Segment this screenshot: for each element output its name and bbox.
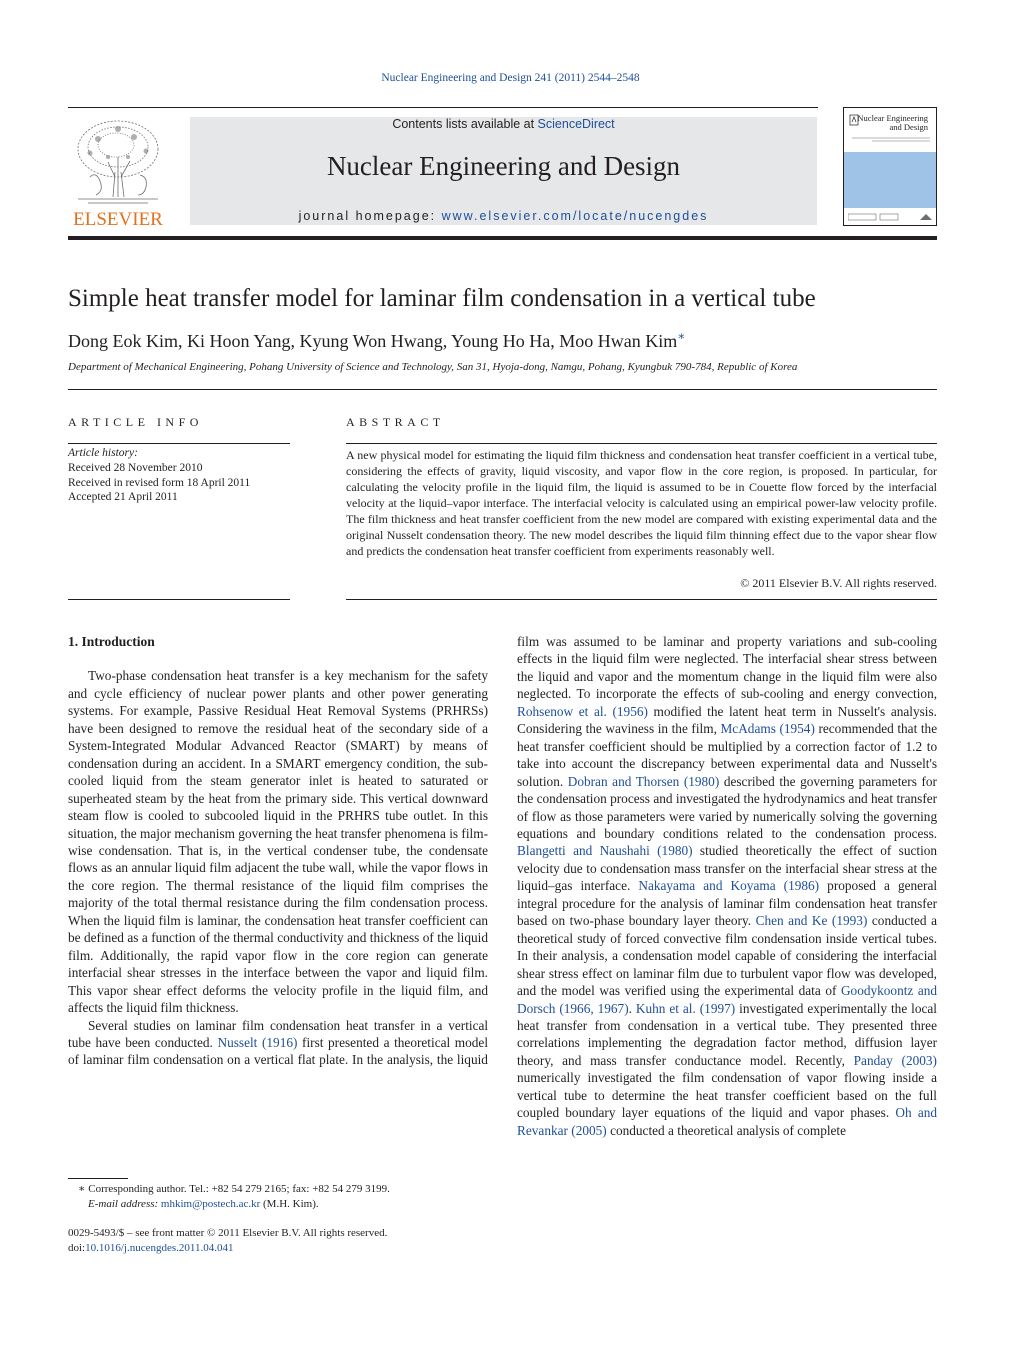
citation-link[interactable]: Rohsenow (517, 703, 574, 719)
author-affiliation: Department of Mechanical Engineering, Pohang University of Science and Technology, San 31, Hyoja-dong, Namgu, Pohang, Kyungbuk 790-784, Republic of Korea (68, 361, 798, 373)
body-paragraph-2: Several studies on laminar film condensation heat transfer in a vertical tube have been conducted. Nusselt (1916) first presented a theoretical model of laminar film condensation on a vertical flat plate. In the analysis, the liquid (68, 1017, 489, 1068)
cover-title-line2: and Design (889, 122, 928, 132)
corresponding-author-footnote: ∗ Corresponding author. Tel.: +82 54 279 2165; fax: +82 54 279 3199. (78, 1183, 390, 1195)
citation-link[interactable]: (1966, (559, 1000, 594, 1016)
citation-link[interactable]: and (917, 1105, 938, 1121)
citation-link[interactable]: et (669, 1000, 679, 1016)
section-heading-introduction: 1. Introduction (68, 634, 155, 649)
body-paragraph-1: Two-phase condensation heat transfer is a key mechanism for the safety and cycle efficiency of nuclear power plants and other power generating systems. For example, Passive Residual Heat Removal Systems (PRHRSs) have been designed to remove the residual heat of the secondary side of a System-Integrated Modular Advanced Reactor (SMART) by means of condensation during an accident. In a SMART emergency condition, the sub-cooled liquid from the steam generator inlet is heated to saturated or superheated steam by the heat from the primary side. This vertical downward steam flow is cooled to subcooled liquid in the PRHRS tube outlet. In this situation, the major mechanism governing the heat transfer phenomena is film-wise condensation. That is, in the vertical condenser tube, the condensate flows as an annular liquid film adjacent the tube wall, while the vapor flows in the core region. The thermal resistance of the liquid film comprises the majority of the total thermal resistance during the film condensation process. When the liquid film is laminar, the condensation heat transfer coefficient can be defined as a function of the thermal conductivity and thickness of the liquid film. Additionally, the rapid vapor flow in the core region can generate interfacial shear stresses in the interface between the vapor and liquid film. This vapor shear effect deforms the velocity profile in the liquid film, and affects the liquid film thickness. (68, 668, 488, 1016)
article-info-rule-top (68, 443, 290, 444)
citation-link[interactable]: (2005) (571, 1122, 607, 1138)
cover-subtitle-lines (852, 136, 930, 142)
citation-link[interactable]: Oh (895, 1105, 912, 1121)
doi-line (68, 1241, 387, 1256)
citation-link[interactable]: al. (593, 703, 607, 719)
citation-link[interactable]: (2003) (901, 1052, 937, 1068)
author-email-link[interactable]: mhkim@postech.ac.kr (160, 1198, 261, 1210)
contents-line (190, 117, 817, 131)
citation-link[interactable]: Goodykoontz (840, 983, 914, 999)
masthead-rule (68, 236, 937, 240)
accepted-date: Accepted 21 April 2011 (68, 491, 178, 503)
citation-link[interactable]: Chen (755, 913, 784, 929)
citation-link[interactable]: Panday (853, 1052, 893, 1068)
affiliation-rule (68, 389, 937, 390)
footnote-rule (68, 1178, 128, 1179)
journal-citation[interactable]: Nuclear Engineering and Design 241 (2011) 2544–2548 (381, 72, 640, 84)
journal-name: Nuclear Engineering and Design (326, 151, 681, 181)
article-history-label: Article history: (68, 447, 138, 459)
citation-link[interactable]: Nakayama (638, 878, 696, 894)
citation-link[interactable]: (1980) (657, 843, 693, 859)
homepage-prefix: journal homepage: (298, 209, 442, 223)
corresponding-author-marker[interactable]: ∗ (677, 329, 686, 343)
citation-link[interactable]: McAdams (720, 721, 776, 737)
author-list (68, 329, 685, 352)
citation-link[interactable]: Kuhn (635, 1000, 666, 1016)
citation-link[interactable]: Thorsen (635, 773, 680, 789)
citation-link[interactable]: and (703, 878, 723, 894)
email-footnote (68, 1197, 488, 1212)
footnotes (68, 1182, 488, 1212)
body-column-left (68, 633, 488, 1069)
citation-link[interactable]: (1993) (831, 913, 868, 929)
citation-link[interactable]: and (612, 773, 632, 789)
elsevier-wordmark: ELSEVIER (73, 209, 163, 230)
citation-link[interactable]: and (788, 913, 808, 929)
citation-link[interactable]: (1916) (261, 1034, 298, 1050)
abstract-copyright: © 2011 Elsevier B.V. All rights reserved. (740, 576, 937, 590)
sciencedirect-link[interactable]: ScienceDirect (537, 117, 615, 131)
citation-link[interactable]: Dorsch (517, 1000, 556, 1016)
authors-text: Dong Eok Kim, Ki Hoon Yang, Kyung Won Hwang, Young Ho Ha, Moo Hwan Kim (68, 331, 678, 351)
cover-footer (844, 208, 936, 225)
citation-link[interactable]: Dobran (567, 773, 608, 789)
citation-link[interactable]: (1956) (612, 703, 648, 719)
citation-link[interactable]: al. (682, 1000, 696, 1016)
article-history-dates (68, 461, 250, 505)
citation-link[interactable]: Naushahi (599, 843, 650, 859)
citation-link[interactable]: Blangetti (517, 843, 566, 859)
citation-link[interactable]: Ke (811, 913, 828, 929)
cover-title (857, 114, 928, 132)
journal-cover-thumbnail[interactable] (843, 107, 937, 226)
cover-header (844, 108, 936, 152)
issn-line: 0029-5493/$ – see front matter © 2011 Elsevier B.V. All rights reserved. (68, 1227, 388, 1239)
article-info-heading: ARTICLE INFO (68, 415, 203, 429)
abstract-heading: ABSTRACT (346, 415, 445, 429)
citation-link[interactable]: Nusselt (217, 1034, 258, 1050)
elsevier-tree-icon (68, 117, 168, 209)
cover-title-line1: Nuclear Engineering (857, 113, 928, 123)
citation-link[interactable]: (1986) (783, 878, 820, 894)
journal-masthead (190, 117, 817, 225)
contents-prefix: Contents lists available at (392, 117, 538, 131)
abstract-text: A new physical model for estimating the liquid film thickness and condensation heat transfer coefficient in a vertical tube, considering the effects of gravity, liquid viscosity, and vapor flow in the core region, is proposed. In particular, for calculating the velocity profile in the liquid film, the liquid is assumed to be in Couette flow forced by the interfacial velocity at the liquid–vapor interface. The interfacial velocity is calculated using an empirical power-law velocity profile. The film thickness and heat transfer coefficient from the new model are compared with existing experimental data and the original Nusselt condensation theory. The new model describes the liquid film thinning effect due to the vapor shear flow and predicts the condensation heat transfer coefficient from experiments reasonably well. (346, 448, 937, 558)
abstract-rule-top (346, 443, 937, 444)
received-date: Received 28 November 2010 (68, 462, 203, 474)
citation-link[interactable]: Koyama (730, 878, 776, 894)
citation-link[interactable]: (1954) (779, 721, 815, 737)
citation-link[interactable]: 1967) (597, 1000, 629, 1016)
doi-prefix: doi: (68, 1242, 86, 1254)
cover-footer-logos-icon (848, 212, 932, 222)
article-title: Simple heat transfer model for laminar film condensation in a vertical tube (68, 285, 816, 312)
citation-link[interactable]: and (573, 843, 593, 859)
citation-link[interactable]: (1997) (699, 1000, 736, 1016)
citation-link[interactable]: Revankar (517, 1122, 568, 1138)
elsevier-logo[interactable] (68, 117, 168, 229)
body-paragraph-2-continued: film was assumed to be laminar and property variations and sub-cooling effects in the liquid film were neglected. The interfacial shear stress between the liquid and vapor and the momentum change in the liquid film were also neglected. To incorporate the effects of sub-cooling and energy convection, Rohsenow et al. (1956) modified the latent heat term in Nusselt's analysis. Considering the waviness in the film, McAdams (1954) recommended that the heat transfer coefficient should be multiplied by a correction factor of 1.2 to take into account the discrepancy between experimental data and Nusselt's solution. Dobran and Thorsen (1980) described the governing parameters for the condensation process and investigated the hydrodynamics and heat transfer of flow as those parameters were varied by numerically solving the governing equations and boundary conditions related to the condensation process. Blangetti and Naushahi (1980) studied theoretically the effect of suction velocity due to condensation mass transfer on the interfacial shear stress at the liquid–gas interface. Nakayama and Koyama (1986) proposed a general integral procedure for the analysis of laminar film condensation heat transfer based on two-phase boundary layer theory. Chen and Ke (1993) conducted a theoretical study of forced convective film condensation inside vertical tubes. In their analysis, a condensation model capable of considering the interfacial shear stress effect on laminar film due to turbulent vapor flow was developed, and the model was verified using the experimental data of Goodykoontz and Dorsch (1966, 1967). Kuhn et al. (1997) investigated experimentally the local heat transfer from condensation in a vertical tube. They presented three correlations implementing the degradation factor method, diffusion layer theory, and mass transfer conductance model. Recently, Panday (2003) numerically investigated the film condensation of vapor flowing inside a vertical tube to determine the heat transfer coefficient based on the full coupled boundary layer equations of the liquid and vapor phases. Oh and Revankar (2005) conducted a theoretical analysis of complete (517, 634, 938, 1138)
email-label: E-mail address: (88, 1198, 161, 1210)
citation-link[interactable]: et (578, 703, 589, 719)
header-rule (68, 107, 818, 108)
email-suffix: (M.H. Kim). (260, 1198, 319, 1210)
citation-link[interactable]: and (917, 983, 938, 999)
homepage-line (190, 209, 817, 223)
homepage-link[interactable]: www.elsevier.com/locate/nucengdes (441, 209, 709, 223)
issn-doi-block (68, 1226, 387, 1256)
citation-link[interactable]: (1980) (683, 773, 720, 789)
revised-date: Received in revised form 18 April 2011 (68, 476, 251, 489)
abstract-rule-bottom (346, 599, 937, 600)
cover-image (844, 152, 936, 208)
article-info-rule-bottom (68, 599, 290, 600)
body-column-right (517, 633, 937, 1139)
doi-link[interactable]: 10.1016/j.nucengdes.2011.04.041 (85, 1242, 234, 1254)
